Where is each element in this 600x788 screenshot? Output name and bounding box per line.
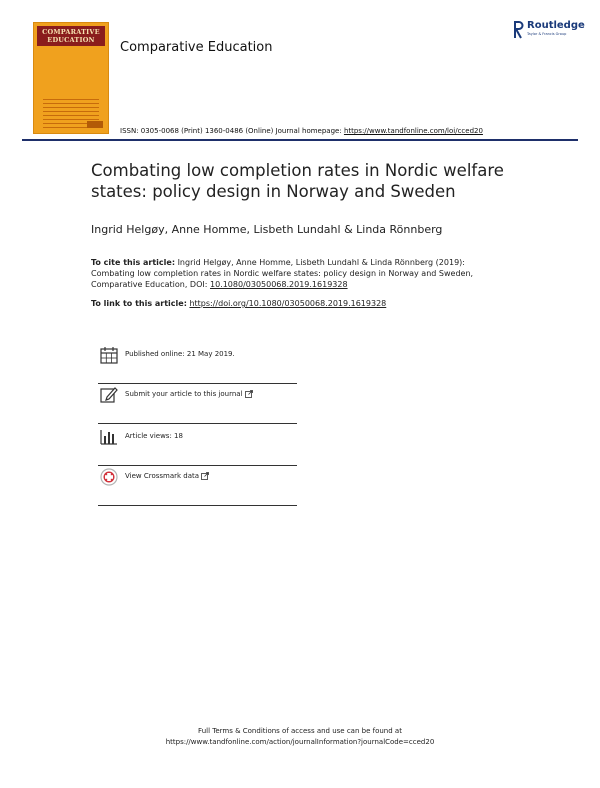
routledge-r-icon: [512, 20, 524, 40]
article-views-count: Article views: 18: [125, 432, 183, 440]
journal-cover-image: [33, 22, 109, 134]
publisher-name: Routledge: [527, 20, 585, 31]
published-date: Published online: 21 May 2019.: [125, 350, 235, 358]
article-doi-link[interactable]: https://doi.org/10.1080/03050068.2019.1619328: [189, 299, 387, 308]
submit-article-item[interactable]: [98, 386, 298, 424]
footer-terms-text: Full Terms & Conditions of access and use can be found at: [198, 727, 402, 735]
publisher-tagline: Taylor & Francis Group: [527, 32, 567, 36]
article-link-block: [91, 299, 386, 308]
cover-title-line1: COMPARATIVE: [42, 28, 100, 36]
external-link-icon: [201, 472, 209, 480]
divider: [98, 505, 297, 506]
citation-label: To cite this article:: [91, 258, 176, 267]
crossmark-label: View Crossmark data: [125, 472, 200, 480]
crossmark-icon: [100, 468, 118, 486]
issn-text: ISSN: 0305-0068 (Print) 1360-0486 (Online) Journal homepage:: [120, 127, 344, 135]
citation-doi-link[interactable]: 10.1080/03050068.2019.1619328: [209, 280, 348, 289]
footer: [0, 726, 600, 748]
crossmark-item[interactable]: [98, 468, 298, 506]
divider: [98, 423, 297, 424]
article-authors: Ingrid Helgøy, Anne Homme, Lisbeth Lundahl & Linda Rönnberg: [91, 223, 443, 236]
citation-block: [91, 257, 511, 290]
submit-article-label: Submit your article to this journal: [125, 390, 243, 398]
divider: [98, 383, 297, 384]
calendar-icon: [100, 346, 118, 364]
journal-name: Comparative Education: [120, 40, 273, 55]
cover-title-line2: EDUCATION: [47, 36, 95, 44]
link-label: To link to this article:: [91, 299, 187, 308]
article-views-item: [98, 428, 298, 466]
article-title: Combating low completion rates in Nordic welfare states: policy design in Norway and Sweden: [91, 161, 504, 201]
citation-text: Ingrid Helgøy, Anne Homme, Lisbeth Lundahl & Linda Rönnberg (2019): Combating low completion rates in Nordic welfare states: policy design in Norway and Sweden, Comparative Education, DOI:: [91, 258, 474, 289]
routledge-logo: [512, 20, 585, 42]
cover-title: [37, 26, 105, 46]
cover-publisher-logo: [87, 121, 103, 128]
journal-homepage-link[interactable]: https://www.tandfonline.com/loi/cced20: [343, 127, 483, 135]
issn-line: [120, 127, 483, 135]
header-rule: [22, 139, 578, 141]
bar-chart-icon: [100, 428, 118, 446]
edit-icon: [100, 386, 118, 404]
published-item: [98, 346, 298, 384]
divider: [98, 465, 297, 466]
external-link-icon: [245, 390, 253, 398]
submit-article-link[interactable]: [125, 390, 253, 398]
footer-terms-link[interactable]: https://www.tandfonline.com/action/journalInformation?journalCode=cced20: [165, 738, 435, 746]
crossmark-link[interactable]: [125, 472, 209, 480]
